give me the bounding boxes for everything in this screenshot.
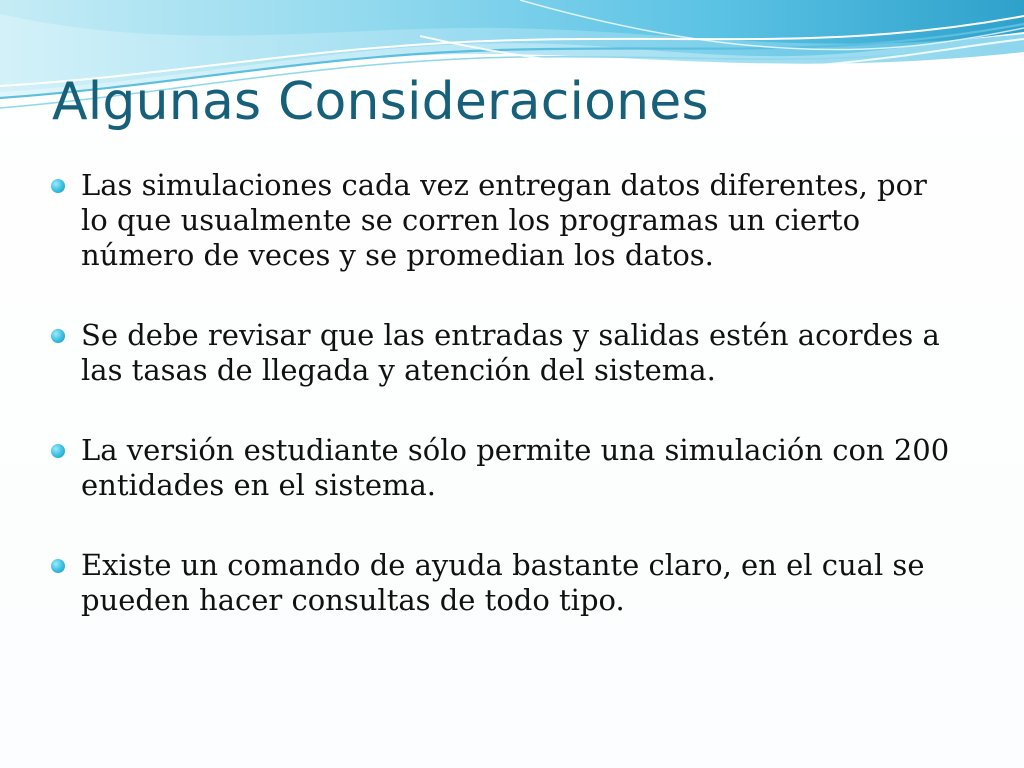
bullet-item xyxy=(50,433,950,503)
bullet-text: Las simulaciones cada vez entregan datos diferentes, por lo que usualmente se corren los programas un cierto número de veces y se promedian los datos. xyxy=(81,168,927,272)
bullet-icon xyxy=(51,559,65,573)
bullet-text: La versión estudiante sólo permite una simulación con 200 entidades en el sistema. xyxy=(81,433,950,502)
bullet-icon xyxy=(51,179,65,193)
bullet-text: Se debe revisar que las entradas y salidas estén acordes a las tasas de llegada y atención del sistema. xyxy=(81,318,940,387)
slide-title: Algunas Consideraciones xyxy=(52,72,709,132)
bullet-icon xyxy=(51,444,65,458)
bullet-list xyxy=(50,168,950,663)
bullet-text: Existe un comando de ayuda bastante claro, en el cual se pueden hacer consultas de todo tipo. xyxy=(81,548,925,617)
bullet-icon xyxy=(51,329,65,343)
bullet-item xyxy=(50,548,950,618)
bullet-item xyxy=(50,318,950,388)
bullet-item xyxy=(50,168,950,273)
